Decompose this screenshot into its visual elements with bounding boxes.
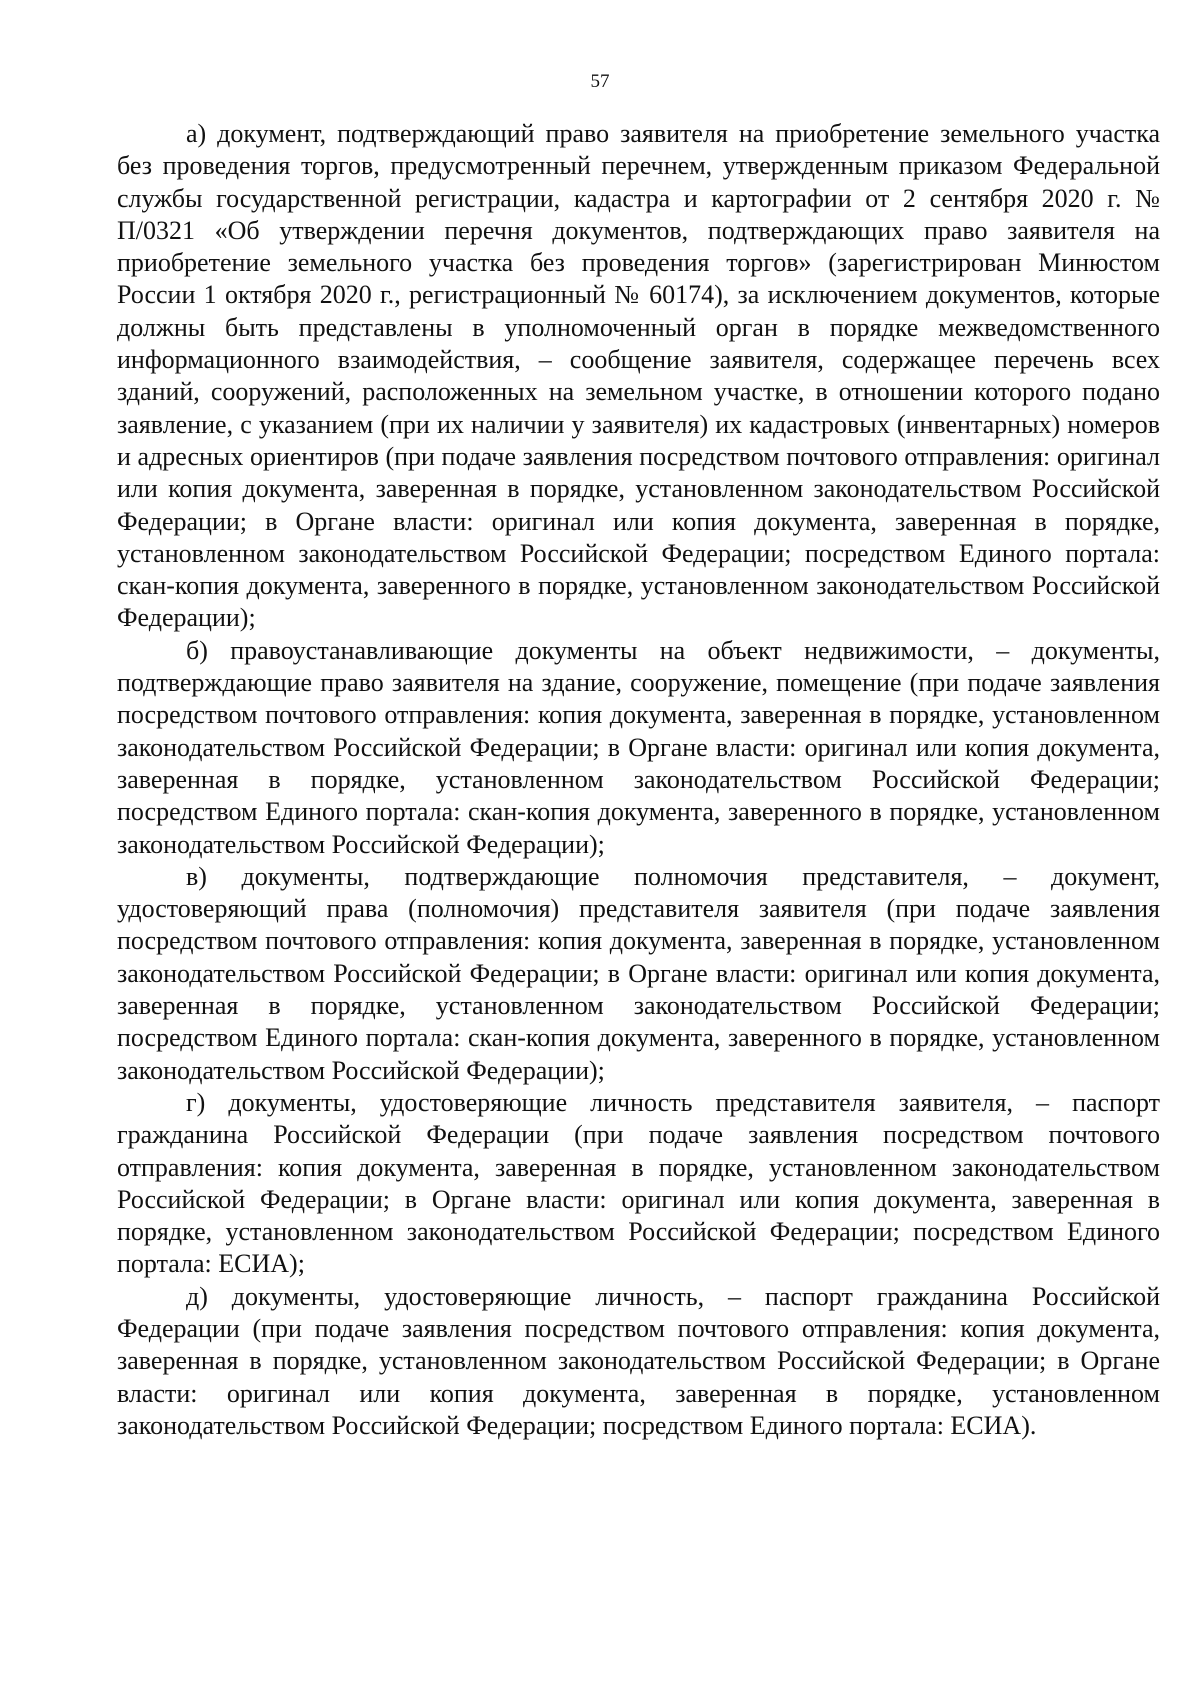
paragraph-d: д) документы, удостоверяющие личность, – паспорт гражданина Российской Федерации (при подаче заявления посредством почтового отправления: копия документа, заверенная в порядке, установленном законодательством Российской Федерации; в Органе власти: оригинал или копия документа, заверенная в порядке, установленном законодательством Российской Федерации; посредством Единого портала: ЕСИА). bbox=[117, 1281, 1160, 1440]
paragraph-g: г) документы, удостоверяющие личность представителя заявителя, – паспорт гражданина Российской Федерации (при подаче заявления посредством почтового отправления: копия документа, заверенная в порядке, установленном законодательством Российской Федерации; в Органе власти: оригинал или копия документа, заверенная в порядке, установленном законодательством Российской Федерации; посредством Единого портала: ЕСИА); bbox=[117, 1087, 1160, 1279]
paragraph-v: в) документы, подтверждающие полномочия представителя, – документ, удостоверяющий права (полномочия) представителя заявителя (при подаче заявления посредством почтового отправления: копия документа, заверенная в порядке, установленном законодательством Российской Федерации; в Органе власти: оригинал или копия документа, заверенная в порядке, установленном законодательством Российской Федерации; посредством Единого портала: скан-копия документа, заверенного в порядке, установленном законодательством Российской Федерации); bbox=[117, 861, 1160, 1085]
paragraph-b: б) правоустанавливающие документы на объект недвижимости, – документы, подтверждающие право заявителя на здание, сооружение, помещение (при подаче заявления посредством почтового отправления: копия документа, заверенная в порядке, установленном законодательством Российской Федерации; в Органе власти: оригинал или копия документа, заверенная в порядке, установленном законодательством Российской Федерации; посредством Единого портала: скан-копия документа, заверенного в порядке, установленном законодательством Российской Федерации); bbox=[117, 635, 1160, 859]
page-number: 57 bbox=[590, 71, 610, 92]
paragraph-a: а) документ, подтверждающий право заявителя на приобретение земельного участка без проведения торгов, предусмотренный перечнем, утвержденным приказом Федеральной службы государственной регистрации, кадастра и картографии от 2 сентября 2020 г. № П/0321 «Об утверждении перечня документов, подтверждающих право заявителя на приобретение земельного участка без проведения торгов» (зарегистрирован Минюстом России 1 октября 2020 г., регистрационный № 60174), за исключением документов, которые должны быть представлены в уполномоченный орган в порядке межведомственного информационного взаимодействия, – сообщение заявителя, содержащее перечень всех зданий, сооружений, расположенных на земельном участке, в отношении которого подано заявление, с указанием (при их наличии у заявителя) их кадастровых (инвентарных) номеров и адресных ориентиров (при подаче заявления посредством почтового отправления: оригинал или копия документа, заверенная в порядке, установленном законодательством Российской Федерации; в Органе власти: оригинал или копия документа, заверенная в порядке, установленном законодательством Российской Федерации; посредством Единого портала: скан-копия документа, заверенного в порядке, установленном законодательством Российской Федерации); bbox=[117, 119, 1160, 633]
document-body bbox=[117, 118, 1160, 1442]
